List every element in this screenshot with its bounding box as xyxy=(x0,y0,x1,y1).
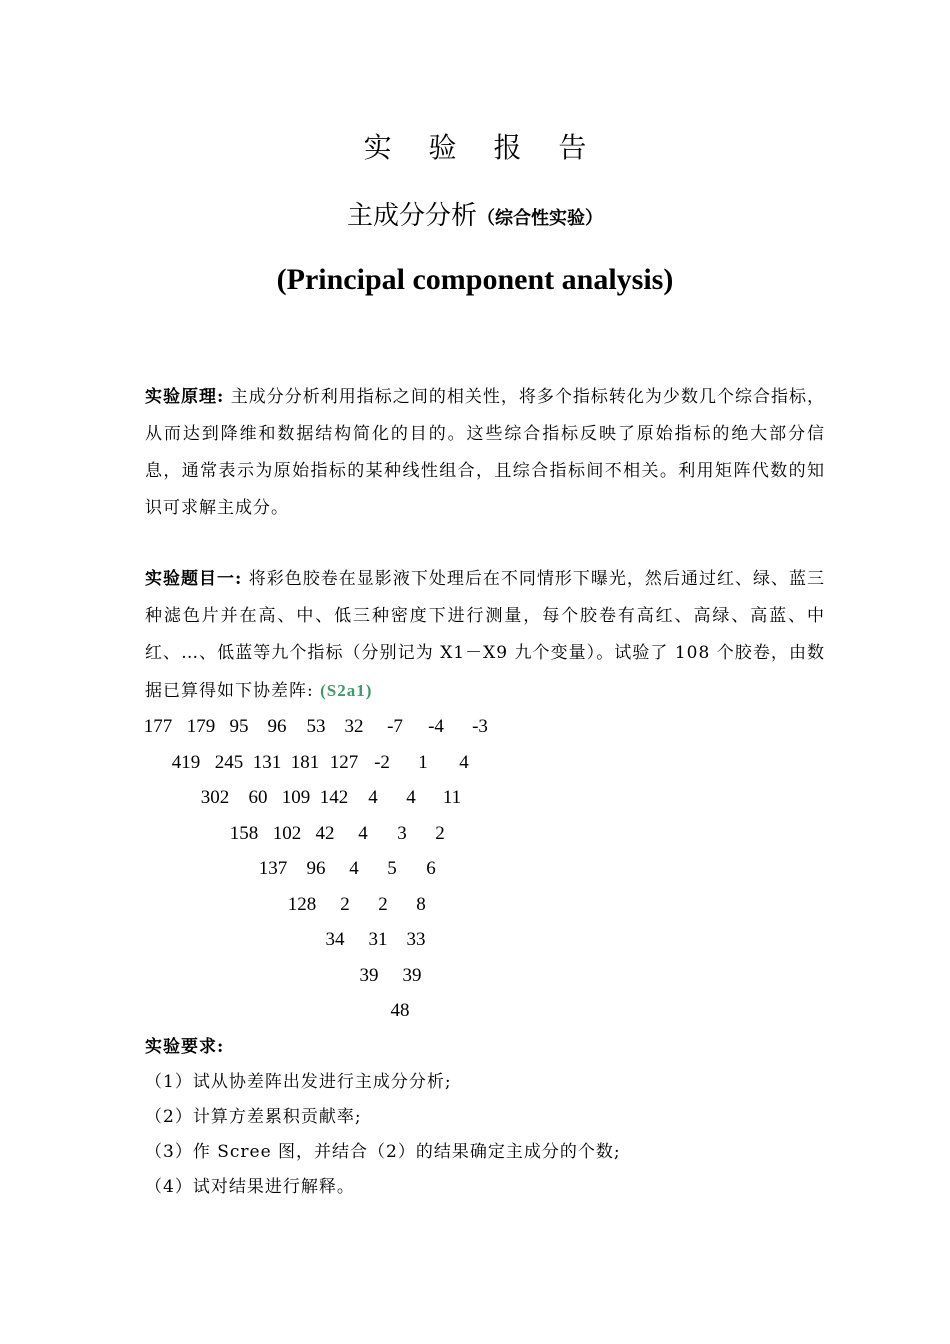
matrix-cell: 48 xyxy=(390,1000,410,1021)
matrix-cell: 245 xyxy=(214,751,244,773)
matrix-cell: 53 xyxy=(306,716,326,737)
matrix-cell: 42 xyxy=(315,822,335,844)
subtitle-note: （综合性实验） xyxy=(477,208,603,229)
english-title: (Principal component analysis) xyxy=(276,263,674,296)
principle-paragraph xyxy=(145,379,825,527)
matrix-cell: 128 xyxy=(287,893,317,915)
matrix-cell: 6 xyxy=(426,858,436,879)
problem-paragraph xyxy=(145,561,825,710)
matrix-row xyxy=(0,922,950,958)
matrix-cell: 96 xyxy=(306,858,326,879)
subtitle-main: 主成分分析 xyxy=(346,201,477,231)
matrix-cell: 179 xyxy=(186,716,216,737)
matrix-cell: 4 xyxy=(358,822,368,844)
matrix-row xyxy=(0,958,950,994)
matrix-cell: 177 xyxy=(143,716,173,737)
matrix-row xyxy=(0,709,950,745)
matrix-cell: 127 xyxy=(329,751,359,773)
matrix-cell: 4 xyxy=(368,787,378,808)
matrix-cell: 181 xyxy=(290,751,320,773)
matrix-cell: 4 xyxy=(349,858,359,879)
requirement-item-4: （4）试对结果进行解释。 xyxy=(145,1177,355,1197)
matrix-row xyxy=(0,745,950,781)
report-title: 实 验 报 告 xyxy=(363,131,601,164)
matrix-cell: 102 xyxy=(272,822,302,844)
matrix-row xyxy=(0,887,950,923)
matrix-cell: -3 xyxy=(472,716,488,737)
matrix-cell: 39 xyxy=(402,964,422,986)
matrix-cell: -2 xyxy=(374,751,390,773)
matrix-cell: 96 xyxy=(267,716,287,737)
matrix-row xyxy=(0,851,950,887)
matrix-cell: 11 xyxy=(442,787,462,808)
matrix-cell: -4 xyxy=(428,716,444,737)
problem-label: 实验题目一: xyxy=(145,569,243,589)
matrix-cell: 5 xyxy=(387,858,397,879)
matrix-cell: 158 xyxy=(229,822,259,844)
matrix-cell: -7 xyxy=(387,716,403,737)
matrix-cell: 32 xyxy=(344,716,364,737)
matrix-cell: 302 xyxy=(200,787,230,808)
matrix-cell: 95 xyxy=(229,716,249,737)
matrix-row xyxy=(0,993,950,1029)
matrix-cell: 60 xyxy=(248,787,268,808)
problem-text: 将彩色胶卷在显影液下处理后在不同情形下曝光，然后通过红、绿、蓝三种滤色片并在高、中、低三种密度下进行测量，每个胶卷有高红、高绿、高蓝、中红、…、低蓝等九个指标（分别记为 X1－X9 九个变量）。试验了 108 个胶卷，由数据已算得如下协差阵: xyxy=(145,569,826,701)
matrix-cell: 1 xyxy=(418,751,428,773)
report-subtitle xyxy=(0,196,950,239)
matrix-cell: 2 xyxy=(435,822,445,844)
matrix-cell: 4 xyxy=(406,787,416,808)
matrix-cell: 4 xyxy=(459,751,469,773)
matrix-cell: 31 xyxy=(368,929,388,950)
dataset-reference: (S2a1) xyxy=(320,681,373,700)
matrix-cell: 142 xyxy=(319,787,349,808)
principle-text: 主成分分析利用指标之间的相关性，将多个指标转化为少数几个综合指标，从而达到降维和数据结构简化的目的。这些综合指标反映了原始指标的绝大部分信息，通常表示为原始指标的某种线性组合，且综合指标间不相关。利用矩阵代数的知识可求解主成分。 xyxy=(145,387,826,518)
matrix-cell: 131 xyxy=(252,751,282,773)
matrix-cell: 137 xyxy=(258,858,288,879)
matrix-cell: 2 xyxy=(340,893,350,915)
matrix-cell: 34 xyxy=(325,929,345,950)
principle-label: 实验原理: xyxy=(145,387,225,407)
matrix-row xyxy=(0,780,950,816)
requirement-item-3: （3）作 Scree 图，并结合（2）的结果确定主成分的个数; xyxy=(145,1142,621,1162)
matrix-cell: 109 xyxy=(281,787,311,808)
matrix-cell: 419 xyxy=(171,751,201,773)
requirement-item-1: （1）试从协差阵出发进行主成分分析; xyxy=(145,1072,452,1092)
matrix-cell: 3 xyxy=(397,822,407,844)
matrix-row xyxy=(0,816,950,852)
matrix-cell: 39 xyxy=(359,964,379,986)
matrix-cell: 8 xyxy=(416,893,426,915)
matrix-cell: 2 xyxy=(378,893,388,915)
requirements-label: 实验要求: xyxy=(145,1037,225,1057)
matrix-cell: 33 xyxy=(406,929,426,950)
requirement-item-2: （2）计算方差累积贡献率; xyxy=(145,1107,362,1127)
